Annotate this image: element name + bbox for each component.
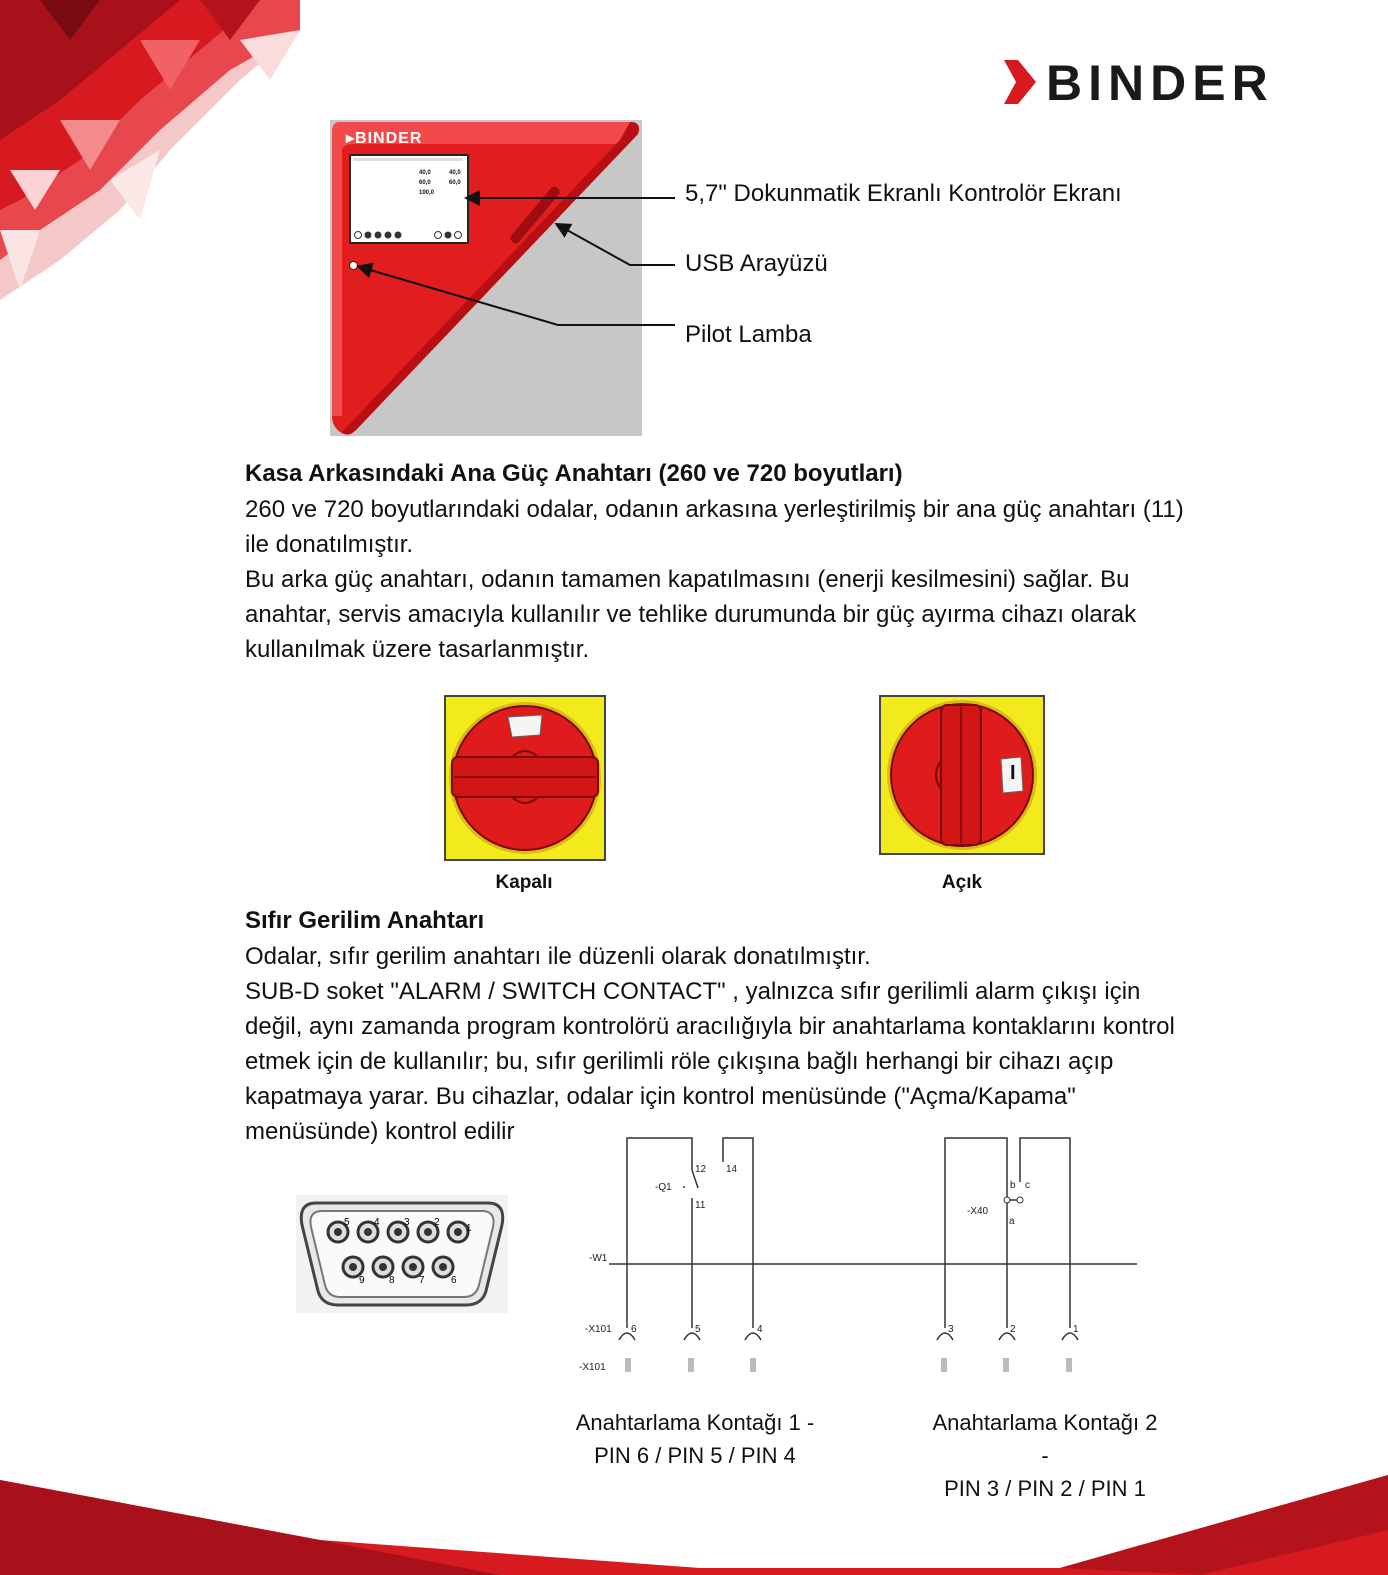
callout-display: 5,7" Dokunmatik Ekranlı Kontrolör Ekranı — [685, 180, 1122, 207]
contact-1-caption — [545, 1406, 845, 1472]
q1-terminal-11: 11 — [695, 1200, 706, 1211]
zero-voltage-heading: Sıfır Gerilim Anahtarı — [245, 907, 485, 934]
wiring-diagram — [575, 1130, 1165, 1390]
main-switch-heading: Kasa Arkasındaki Ana Güç Anahtarı (260 ve 720 boyutları) — [245, 460, 903, 487]
screen-value-3: 100,0 — [419, 190, 435, 196]
x40-terminal-a: a — [1009, 1216, 1015, 1227]
x101-label-top: -X101 — [585, 1324, 612, 1335]
pin-num-6: 6 — [631, 1324, 637, 1335]
pin-label-1: 1 — [466, 1223, 472, 1234]
screen-header-bar — [353, 158, 463, 161]
pin-label-5: 5 — [344, 1217, 350, 1228]
pin-num-2: 2 — [1010, 1324, 1016, 1335]
pin-label-4: 4 — [374, 1217, 380, 1228]
brand-name: BINDER — [1046, 55, 1274, 111]
switch-off-label: Kapalı — [495, 872, 553, 893]
screen-value-2a: 60,0 — [419, 180, 431, 186]
contact-2-title: Anahtarlama Kontağı 2 — [932, 1410, 1158, 1435]
pin-label-2: 2 — [434, 1217, 440, 1228]
pin-num-4: 4 — [757, 1324, 763, 1335]
contact-1-pins: PIN 6 / PIN 5 / PIN 4 — [594, 1443, 796, 1468]
pin-num-3: 3 — [948, 1324, 954, 1335]
zero-voltage-line1: Odalar, sıfır gerilim anahtarı ile düzenli olarak donatılmıştır. — [245, 943, 871, 970]
contact-2-pins: PIN 3 / PIN 2 / PIN 1 — [944, 1476, 1146, 1501]
q1-terminal-12: 12 — [695, 1164, 707, 1175]
zero-voltage-line6: menüsünde) kontrol edilir — [245, 1118, 515, 1145]
zero-voltage-line5: kapatmaya yarar. Bu cihazlar, odalar için kontrol menüsünde ("Açma/Kapama" — [245, 1083, 1076, 1110]
pin-num-1: 1 — [1073, 1324, 1079, 1335]
x101-label-bottom: -X101 — [579, 1362, 606, 1373]
logo-arrow-icon — [1004, 60, 1036, 104]
q1-terminal-14: 14 — [726, 1164, 738, 1175]
sub-d-connector-image — [296, 1195, 508, 1313]
zero-voltage-line2: SUB-D soket "ALARM / SWITCH CONTACT" , yalnızca sıfır gerilimli alarm çıkışı için — [245, 978, 1141, 1005]
screen-value-2b: 60,0 — [449, 180, 461, 186]
q1-label: -Q1 — [655, 1182, 672, 1193]
screen-value-1b: 40,0 — [449, 170, 461, 176]
main-switch-para2-line3: kullanılmak üzere tasarlanmıştır. — [245, 636, 590, 663]
x40-label: -X40 — [967, 1206, 989, 1217]
pin-label-9: 9 — [359, 1275, 365, 1286]
contact-2-dash: - — [1041, 1443, 1049, 1468]
contact-1-title: Anahtarlama Kontağı 1 - — [575, 1410, 815, 1435]
callout-pilot-lamp: Pilot Lamba — [685, 321, 812, 348]
brand-logo — [1004, 55, 1324, 111]
switch-on-image — [879, 695, 1045, 855]
pin-label-3: 3 — [404, 1217, 410, 1228]
x40-terminal-c: c — [1025, 1180, 1030, 1191]
switch-off-image — [444, 695, 606, 861]
main-switch-para2-line2: anahtar, servis amacıyla kullanılır ve tehlike durumunda bir güç ayırma cihazı olarak — [245, 601, 1137, 628]
panel-arrow-icon: ▸ — [346, 130, 356, 147]
contact-2-caption — [895, 1406, 1195, 1505]
main-switch-para1-line1: 260 ve 720 boyutlarındaki odalar, odanın arkasına yerleştirilmiş bir ana güç anahtarı (11) — [245, 496, 1184, 523]
x40-terminal-b: b — [1010, 1180, 1016, 1191]
zero-voltage-line3: değil, aynı zamanda program kontrolörü aracılığıyla bir anahtarlama kontaklarını kontrol — [245, 1013, 1175, 1040]
screen-value-1a: 40,0 — [419, 170, 431, 176]
panel-brand-text: BINDER — [355, 130, 423, 147]
switch-on-mark: I — [1010, 762, 1016, 784]
switch-on-label: Açık — [941, 872, 983, 893]
bus-label: -W1 — [589, 1253, 608, 1264]
callout-lines — [350, 180, 690, 340]
pin-label-6: 6 — [451, 1275, 457, 1286]
main-switch-para2-line1: Bu arka güç anahtarı, odanın tamamen kapatılmasını (enerji kesilmesini) sağlar. Bu — [245, 566, 1130, 593]
corner-pattern-top-left — [0, 0, 310, 310]
pin-label-7: 7 — [419, 1275, 425, 1286]
pin-label-8: 8 — [389, 1275, 395, 1286]
main-switch-para1-line2: ile donatılmıştır. — [245, 531, 414, 558]
zero-voltage-line4: etmek için de kullanılır; bu, sıfır gerilimli röle çıkışına bağlı herhangi bir cihazı açıp — [245, 1048, 1114, 1075]
pin-num-5: 5 — [695, 1324, 701, 1335]
callout-usb: USB Arayüzü — [685, 250, 828, 277]
panel-brand — [346, 128, 422, 148]
